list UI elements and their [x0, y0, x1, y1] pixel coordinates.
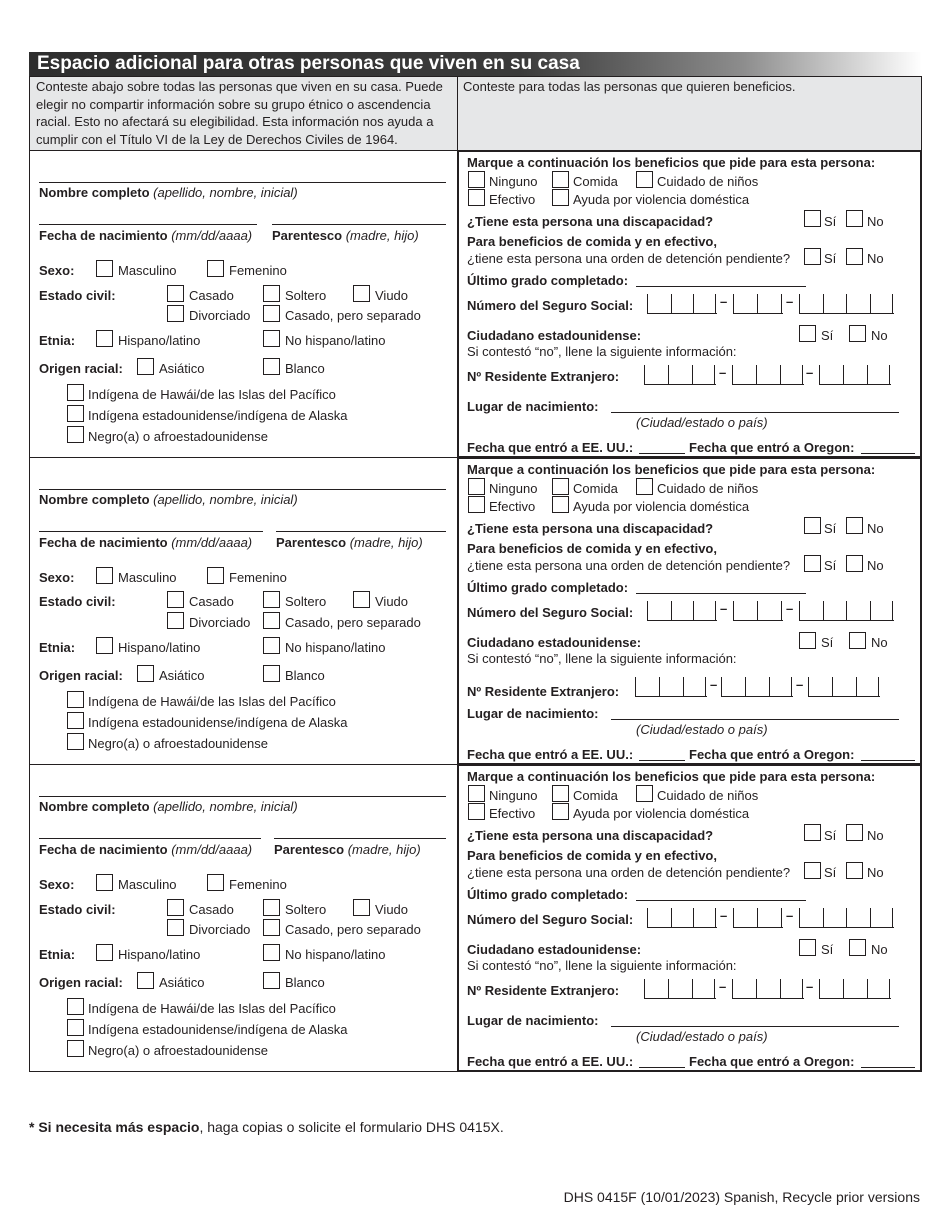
entry-or-line[interactable] — [861, 1067, 915, 1068]
male-checkbox[interactable] — [96, 874, 113, 891]
intro-left: Conteste abajo sobre todas las personas que viven en su casa. Puede elegir no compartir información sobre su grupo étnico o ascendencia racial. Esto no afectará su elegibilidad. Esta información nos ayuda a cumplir con el Título VI de la Ley de Derechos Civiles de 1964. — [29, 76, 457, 151]
divorced-checkbox[interactable] — [167, 305, 184, 322]
citizen-yes-checkbox[interactable] — [799, 939, 816, 956]
disability-yes-checkbox[interactable] — [804, 517, 821, 534]
ssn-group-1[interactable] — [647, 294, 717, 314]
food-label: Comida — [573, 481, 618, 496]
alien-group-2[interactable] — [732, 979, 804, 999]
warrant-yes-label: Sí — [824, 558, 837, 573]
full-name-hint: (apellido, nombre, inicial) — [153, 799, 298, 814]
alien-group-1[interactable] — [644, 979, 716, 999]
relation-hint: (madre, hijo) — [349, 535, 423, 550]
ssn-dash: – — [720, 294, 728, 309]
separated-checkbox[interactable] — [263, 919, 280, 936]
ssn-group-2[interactable] — [733, 294, 783, 314]
ssn-group-2[interactable] — [733, 601, 783, 621]
disability-no-label: No — [867, 521, 884, 536]
single-label: Soltero — [285, 902, 327, 917]
alien-dash: – — [806, 365, 814, 380]
none-checkbox[interactable] — [468, 478, 485, 495]
single-checkbox[interactable] — [263, 285, 280, 302]
dv-checkbox[interactable] — [552, 803, 569, 820]
benefits-panel — [457, 765, 922, 1072]
entry-us-label: Fecha que entró a EE. UU.: — [467, 1054, 634, 1069]
grade-label: Último grado completado: — [467, 273, 629, 288]
citizen-label: Ciudadano estadounidense: — [467, 328, 642, 343]
disability-yes-label: Sí — [824, 521, 837, 536]
cash-checkbox[interactable] — [468, 496, 485, 513]
alien-group-1[interactable] — [635, 677, 707, 697]
ssn-dash: – — [786, 908, 794, 923]
full-name-line[interactable] — [39, 489, 446, 490]
disability-no-checkbox[interactable] — [846, 517, 863, 534]
disability-yes-checkbox[interactable] — [804, 824, 821, 841]
male-checkbox[interactable] — [96, 260, 113, 277]
ssn-dash: – — [720, 601, 728, 616]
divorced-label: Divorciado — [189, 922, 251, 937]
footnote — [29, 1119, 504, 1135]
asian-label: Asiático — [159, 668, 205, 683]
female-label: Femenino — [229, 877, 287, 892]
cash-checkbox[interactable] — [468, 189, 485, 206]
grade-label: Último grado completado: — [467, 580, 629, 595]
grade-line[interactable] — [636, 900, 806, 901]
disability-no-checkbox[interactable] — [846, 824, 863, 841]
benefits-panel — [457, 458, 922, 765]
disability-yes-checkbox[interactable] — [804, 210, 821, 227]
entry-us-label: Fecha que entró a EE. UU.: — [467, 747, 634, 762]
relation-label: Parentesco — [272, 228, 343, 243]
relation-label: Parentesco — [276, 535, 347, 550]
ethnicity-label: Etnia: — [39, 947, 76, 962]
warrant-yes-checkbox[interactable] — [804, 862, 821, 879]
race-label: Origen racial: — [39, 361, 123, 376]
married-label: Casado — [189, 902, 234, 917]
native-checkbox[interactable] — [67, 405, 84, 422]
dv-label: Ayuda por violencia doméstica — [573, 499, 750, 514]
white-label: Blanco — [285, 668, 325, 683]
ssn-dash: – — [720, 908, 728, 923]
full-name-label: Nombre completo — [39, 799, 150, 814]
entry-or-label: Fecha que entró a Oregon: — [689, 440, 855, 455]
hawaiian-label: Indígena de Hawái/de las Islas del Pacífico — [88, 1001, 336, 1016]
marital-label: Estado civil: — [39, 288, 116, 303]
race-label: Origen racial: — [39, 668, 123, 683]
separated-label: Casado, pero separado — [285, 615, 421, 630]
female-checkbox[interactable] — [207, 260, 224, 277]
full-name-line[interactable] — [39, 182, 446, 183]
ssn-group-1[interactable] — [647, 908, 717, 928]
dob-line[interactable] — [39, 224, 257, 225]
disability-no-label: No — [867, 214, 884, 229]
single-label: Soltero — [285, 288, 327, 303]
dob-hint: (mm/dd/aaaa) — [171, 842, 253, 857]
food-label: Comida — [573, 788, 618, 803]
citizen-no-label: No — [871, 635, 888, 650]
male-label: Masculino — [118, 570, 177, 585]
black-label: Negro(a) o afroestadounidense — [88, 1043, 268, 1058]
citizen-yes-label: Sí — [821, 942, 834, 957]
warrant-yes-label: Sí — [824, 865, 837, 880]
if-no-note: Si contestó “no”, llene la siguiente información: — [467, 958, 737, 973]
person-section-1 — [29, 151, 922, 458]
ethnicity-label: Etnia: — [39, 333, 76, 348]
relation-label: Parentesco — [274, 842, 345, 857]
form-footer: DHS 0415F (10/01/2023) Spanish, Recycle prior versions — [563, 1189, 920, 1205]
separated-label: Casado, pero separado — [285, 308, 421, 323]
citizen-label: Ciudadano estadounidense: — [467, 635, 642, 650]
dob-label: Fecha de nacimiento — [39, 842, 168, 857]
food-checkbox[interactable] — [552, 478, 569, 495]
birthplace-hint: (Ciudad/estado o país) — [636, 415, 768, 430]
black-label: Negro(a) o afroestadounidense — [88, 736, 268, 751]
warrant-yes-label: Sí — [824, 251, 837, 266]
dv-checkbox[interactable] — [552, 189, 569, 206]
full-name-hint: (apellido, nombre, inicial) — [153, 185, 298, 200]
benefits-question: Marque a continuación los beneficios que pide para esta persona: — [467, 462, 876, 477]
not-hispanic-label: No hispano/latino — [285, 640, 386, 655]
marital-label: Estado civil: — [39, 902, 116, 917]
divorced-label: Divorciado — [189, 615, 251, 630]
benefits-question: Marque a continuación los beneficios que pide para esta persona: — [467, 155, 876, 170]
race-label: Origen racial: — [39, 975, 123, 990]
dob-label: Fecha de nacimiento — [39, 535, 168, 550]
none-label: Ninguno — [489, 481, 538, 496]
benefits-panel — [457, 151, 922, 458]
asian-checkbox[interactable] — [137, 972, 154, 989]
married-checkbox[interactable] — [167, 285, 184, 302]
none-label: Ninguno — [489, 788, 538, 803]
food-cash-label: Para beneficios de comida y en efectivo, — [467, 541, 717, 556]
disability-question: ¿Tiene esta persona una discapacidad? — [467, 521, 714, 536]
female-label: Femenino — [229, 570, 287, 585]
citizen-no-checkbox[interactable] — [849, 325, 866, 342]
cash-label: Efectivo — [489, 806, 536, 821]
disability-question: ¿Tiene esta persona una discapacidad? — [467, 214, 714, 229]
warrant-no-checkbox[interactable] — [846, 862, 863, 879]
white-checkbox[interactable] — [263, 972, 280, 989]
hispanic-label: Hispano/latino — [118, 333, 201, 348]
hawaiian-checkbox[interactable] — [67, 384, 84, 401]
footnote-rest: , haga copias o solicite el formulario DHS 0415X. — [199, 1119, 504, 1135]
none-checkbox[interactable] — [468, 785, 485, 802]
female-checkbox[interactable] — [207, 874, 224, 891]
disability-no-label: No — [867, 828, 884, 843]
disability-yes-label: Sí — [824, 214, 837, 229]
person-section-3 — [29, 765, 922, 1072]
warrant-yes-checkbox[interactable] — [804, 555, 821, 572]
black-checkbox[interactable] — [67, 1040, 84, 1057]
alien-dash: – — [719, 365, 727, 380]
alien-dash: – — [796, 677, 804, 692]
alien-group-2[interactable] — [721, 677, 793, 697]
footnote-bold: * Si necesita más espacio — [29, 1119, 200, 1135]
food-cash-label: Para beneficios de comida y en efectivo, — [467, 234, 717, 249]
relation-line[interactable] — [274, 838, 446, 839]
childcare-checkbox[interactable] — [636, 785, 653, 802]
asian-label: Asiático — [159, 975, 205, 990]
birthplace-line[interactable] — [611, 412, 899, 413]
single-label: Soltero — [285, 594, 327, 609]
hawaiian-label: Indígena de Hawái/de las Islas del Pacífico — [88, 694, 336, 709]
ssn-group-3[interactable] — [799, 908, 894, 928]
grade-label: Último grado completado: — [467, 887, 629, 902]
citizen-yes-label: Sí — [821, 328, 834, 343]
sex-label: Sexo: — [39, 263, 75, 278]
native-label: Indígena estadounidense/indígena de Alaska — [88, 715, 348, 730]
ssn-dash: – — [786, 294, 794, 309]
not-hispanic-checkbox[interactable] — [263, 944, 280, 961]
separated-checkbox[interactable] — [263, 305, 280, 322]
birthplace-label: Lugar de nacimiento: — [467, 399, 599, 414]
alien-group-3[interactable] — [819, 365, 891, 385]
entry-us-label: Fecha que entró a EE. UU.: — [467, 440, 634, 455]
food-cash-label: Para beneficios de comida y en efectivo, — [467, 848, 717, 863]
white-label: Blanco — [285, 361, 325, 376]
citizen-no-checkbox[interactable] — [849, 939, 866, 956]
black-label: Negro(a) o afroestadounidense — [88, 429, 268, 444]
grade-line[interactable] — [636, 593, 806, 594]
not-hispanic-label: No hispano/latino — [285, 333, 386, 348]
if-no-note: Si contestó “no”, llene la siguiente información: — [467, 344, 737, 359]
native-checkbox[interactable] — [67, 712, 84, 729]
married-checkbox[interactable] — [167, 899, 184, 916]
male-checkbox[interactable] — [96, 567, 113, 584]
birthplace-hint: (Ciudad/estado o país) — [636, 1029, 768, 1044]
ssn-group-3[interactable] — [799, 294, 894, 314]
sex-label: Sexo: — [39, 877, 75, 892]
hawaiian-checkbox[interactable] — [67, 998, 84, 1015]
childcare-checkbox[interactable] — [636, 171, 653, 188]
white-label: Blanco — [285, 975, 325, 990]
hawaiian-checkbox[interactable] — [67, 691, 84, 708]
birthplace-line[interactable] — [611, 719, 899, 720]
birthplace-hint: (Ciudad/estado o país) — [636, 722, 768, 737]
entry-or-line[interactable] — [861, 453, 915, 454]
divorced-checkbox[interactable] — [167, 612, 184, 629]
widowed-checkbox[interactable] — [353, 285, 370, 302]
dob-line[interactable] — [39, 531, 263, 532]
alien-dash: – — [806, 979, 814, 994]
dob-hint: (mm/dd/aaaa) — [171, 535, 253, 550]
form-title: Espacio adicional para otras personas que viven en su casa — [29, 52, 922, 76]
citizen-no-label: No — [871, 328, 888, 343]
widowed-label: Viudo — [375, 288, 409, 303]
male-label: Masculino — [118, 877, 177, 892]
person-info-panel — [29, 458, 457, 765]
food-checkbox[interactable] — [552, 785, 569, 802]
white-checkbox[interactable] — [263, 358, 280, 375]
hawaiian-label: Indígena de Hawái/de las Islas del Pacífico — [88, 387, 336, 402]
intro-right: Conteste para todas las personas que quieren beneficios. — [457, 76, 922, 151]
dv-label: Ayuda por violencia doméstica — [573, 806, 750, 821]
person-info-panel — [29, 151, 457, 458]
ssn-dash: – — [786, 601, 794, 616]
single-checkbox[interactable] — [263, 899, 280, 916]
widowed-label: Viudo — [375, 594, 409, 609]
divorced-checkbox[interactable] — [167, 919, 184, 936]
person-section-2 — [29, 458, 922, 765]
citizen-yes-checkbox[interactable] — [799, 325, 816, 342]
relation-line[interactable] — [276, 531, 446, 532]
asian-checkbox[interactable] — [137, 665, 154, 682]
entry-or-label: Fecha que entró a Oregon: — [689, 747, 855, 762]
ssn-group-2[interactable] — [733, 908, 783, 928]
cash-checkbox[interactable] — [468, 803, 485, 820]
black-checkbox[interactable] — [67, 733, 84, 750]
citizen-yes-checkbox[interactable] — [799, 632, 816, 649]
native-label: Indígena estadounidense/indígena de Alaska — [88, 408, 348, 423]
warrant-no-checkbox[interactable] — [846, 248, 863, 265]
alien-group-3[interactable] — [808, 677, 880, 697]
relation-hint: (madre, hijo) — [347, 842, 421, 857]
widowed-checkbox[interactable] — [353, 591, 370, 608]
dv-checkbox[interactable] — [552, 496, 569, 513]
white-checkbox[interactable] — [263, 665, 280, 682]
entry-us-line[interactable] — [639, 453, 685, 454]
disability-question: ¿Tiene esta persona una discapacidad? — [467, 828, 714, 843]
dob-hint: (mm/dd/aaaa) — [171, 228, 253, 243]
warrant-no-label: No — [867, 865, 884, 880]
female-checkbox[interactable] — [207, 567, 224, 584]
male-label: Masculino — [118, 263, 177, 278]
none-checkbox[interactable] — [468, 171, 485, 188]
none-label: Ninguno — [489, 174, 538, 189]
ethnicity-label: Etnia: — [39, 640, 76, 655]
ssn-label: Número del Seguro Social: — [467, 605, 634, 620]
asian-label: Asiático — [159, 361, 205, 376]
ssn-label: Número del Seguro Social: — [467, 298, 634, 313]
full-name-hint: (apellido, nombre, inicial) — [153, 492, 298, 507]
childcare-label: Cuidado de niños — [657, 788, 759, 803]
not-hispanic-label: No hispano/latino — [285, 947, 386, 962]
native-checkbox[interactable] — [67, 1019, 84, 1036]
alien-group-3[interactable] — [819, 979, 891, 999]
ssn-group-3[interactable] — [799, 601, 894, 621]
warrant-yes-checkbox[interactable] — [804, 248, 821, 265]
food-label: Comida — [573, 174, 618, 189]
warrant-question: ¿tiene esta persona una orden de detención pendiente? — [467, 251, 791, 266]
entry-or-label: Fecha que entró a Oregon: — [689, 1054, 855, 1069]
if-no-note: Si contestó “no”, llene la siguiente información: — [467, 651, 737, 666]
dob-line[interactable] — [39, 838, 261, 839]
disability-no-checkbox[interactable] — [846, 210, 863, 227]
dv-label: Ayuda por violencia doméstica — [573, 192, 750, 207]
full-name-label: Nombre completo — [39, 492, 150, 507]
not-hispanic-checkbox[interactable] — [263, 637, 280, 654]
alien-dash: – — [710, 677, 718, 692]
full-name-line[interactable] — [39, 796, 446, 797]
entry-or-line[interactable] — [861, 760, 915, 761]
warrant-question: ¿tiene esta persona una orden de detención pendiente? — [467, 558, 791, 573]
black-checkbox[interactable] — [67, 426, 84, 443]
childcare-label: Cuidado de niños — [657, 481, 759, 496]
widowed-checkbox[interactable] — [353, 899, 370, 916]
cash-label: Efectivo — [489, 192, 536, 207]
native-label: Indígena estadounidense/indígena de Alaska — [88, 1022, 348, 1037]
divorced-label: Divorciado — [189, 308, 251, 323]
food-checkbox[interactable] — [552, 171, 569, 188]
hispanic-checkbox[interactable] — [96, 637, 113, 654]
alien-label: Nº Residente Extranjero: — [467, 369, 620, 384]
dob-label: Fecha de nacimiento — [39, 228, 168, 243]
citizen-label: Ciudadano estadounidense: — [467, 942, 642, 957]
warrant-no-label: No — [867, 558, 884, 573]
birthplace-label: Lugar de nacimiento: — [467, 1013, 599, 1028]
benefits-question: Marque a continuación los beneficios que pide para esta persona: — [467, 769, 876, 784]
marital-label: Estado civil: — [39, 594, 116, 609]
single-checkbox[interactable] — [263, 591, 280, 608]
entry-us-line[interactable] — [639, 1067, 685, 1068]
separated-label: Casado, pero separado — [285, 922, 421, 937]
warrant-no-checkbox[interactable] — [846, 555, 863, 572]
sex-label: Sexo: — [39, 570, 75, 585]
cash-label: Efectivo — [489, 499, 536, 514]
birthplace-label: Lugar de nacimiento: — [467, 706, 599, 721]
widowed-label: Viudo — [375, 902, 409, 917]
hispanic-label: Hispano/latino — [118, 947, 201, 962]
relation-line[interactable] — [272, 224, 446, 225]
full-name-label: Nombre completo — [39, 185, 150, 200]
alien-dash: – — [719, 979, 727, 994]
alien-group-1[interactable] — [644, 365, 716, 385]
warrant-no-label: No — [867, 251, 884, 266]
separated-checkbox[interactable] — [263, 612, 280, 629]
birthplace-line[interactable] — [611, 1026, 899, 1027]
disability-yes-label: Sí — [824, 828, 837, 843]
citizen-no-checkbox[interactable] — [849, 632, 866, 649]
ssn-group-1[interactable] — [647, 601, 717, 621]
childcare-checkbox[interactable] — [636, 478, 653, 495]
alien-group-2[interactable] — [732, 365, 804, 385]
alien-label: Nº Residente Extranjero: — [467, 983, 620, 998]
person-info-panel — [29, 765, 457, 1072]
married-checkbox[interactable] — [167, 591, 184, 608]
married-label: Casado — [189, 594, 234, 609]
citizen-no-label: No — [871, 942, 888, 957]
female-label: Femenino — [229, 263, 287, 278]
hispanic-label: Hispano/latino — [118, 640, 201, 655]
childcare-label: Cuidado de niños — [657, 174, 759, 189]
alien-label: Nº Residente Extranjero: — [467, 684, 620, 699]
warrant-question: ¿tiene esta persona una orden de detención pendiente? — [467, 865, 791, 880]
citizen-yes-label: Sí — [821, 635, 834, 650]
hispanic-checkbox[interactable] — [96, 330, 113, 347]
not-hispanic-checkbox[interactable] — [263, 330, 280, 347]
married-label: Casado — [189, 288, 234, 303]
relation-hint: (madre, hijo) — [345, 228, 419, 243]
asian-checkbox[interactable] — [137, 358, 154, 375]
grade-line[interactable] — [636, 286, 806, 287]
hispanic-checkbox[interactable] — [96, 944, 113, 961]
entry-us-line[interactable] — [639, 760, 685, 761]
ssn-label: Número del Seguro Social: — [467, 912, 634, 927]
